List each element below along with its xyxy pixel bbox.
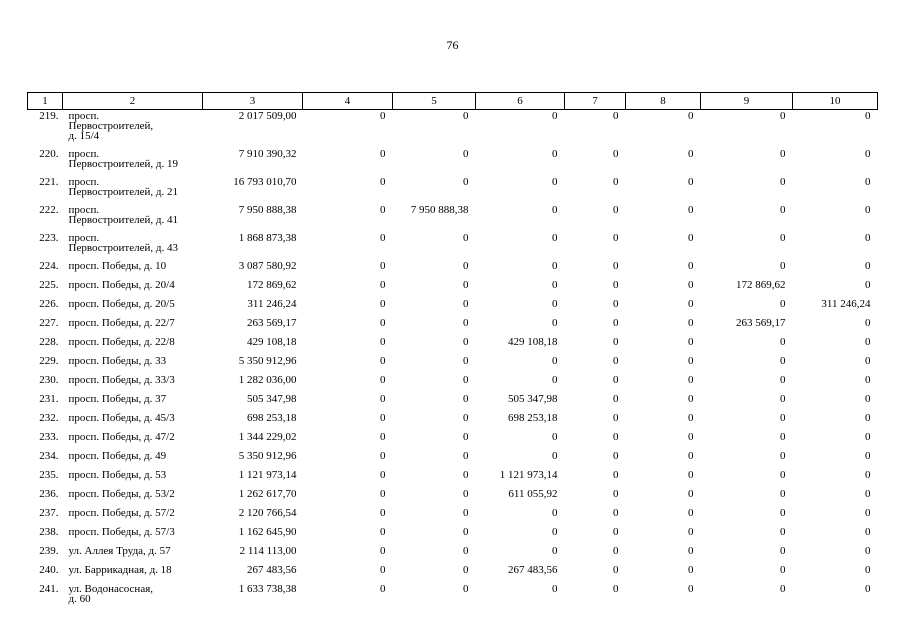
column-header: 9 [701,93,793,110]
value-cell: 0 [463,526,469,538]
address-line: Первостроителей, [68,120,154,132]
row-number: 238. [39,526,59,538]
column-header: 5 [393,93,476,110]
table-row [28,355,878,374]
address-line: просп. Победы, д. 33 [68,355,167,367]
value-cell: 0 [865,526,871,538]
address-cell [63,110,203,149]
header-row [28,93,878,110]
address-line: просп. Победы, д. 53/2 [68,488,175,500]
table-row [28,298,878,317]
row-number: 223. [39,232,59,244]
row-number: 224. [39,260,59,272]
value-cell: 0 [380,298,386,310]
value-cell: 0 [552,260,558,272]
value-cell: 172 869,62 [736,279,786,291]
address-line: просп. Победы, д. 53 [68,469,167,481]
value-cell: 267 483,56 [508,564,558,576]
value-cell: 0 [552,204,558,216]
value-cell: 0 [865,431,871,443]
value-cell: 0 [780,336,786,348]
address-line: Первостроителей, д. 19 [68,158,178,170]
value-cell: 0 [688,469,694,481]
value-cell: 0 [780,564,786,576]
value-cell: 0 [688,176,694,188]
value-cell: 0 [688,545,694,557]
address-line: ул. Аллея Труда, д. 57 [68,545,171,557]
address-cell [63,279,203,298]
page-number: 76 [446,38,459,52]
value-cell: 0 [688,232,694,244]
address-line: Первостроителей, д. 21 [68,186,178,198]
value-cell: 0 [865,393,871,405]
table-row [28,110,878,149]
address-cell [63,431,203,450]
value-cell: 0 [380,412,386,424]
row-number: 230. [39,374,59,386]
table-body [28,110,878,612]
value-cell: 0 [463,148,469,160]
value-cell: 0 [688,355,694,367]
value-cell: 0 [552,374,558,386]
value-cell: 0 [688,279,694,291]
value-cell: 0 [552,176,558,188]
value-cell: 0 [780,260,786,272]
value-cell: 0 [463,564,469,576]
total-amount-cell: 505 347,98 [247,393,297,405]
value-cell: 0 [552,545,558,557]
value-cell: 0 [380,545,386,557]
address-line: Первостроителей, д. 41 [68,214,178,226]
value-cell: 0 [380,526,386,538]
value-cell: 0 [613,374,619,386]
value-cell: 0 [865,204,871,216]
value-cell: 0 [463,232,469,244]
value-cell: 0 [613,412,619,424]
address-cell [63,564,203,583]
address-cell [63,204,203,232]
value-cell: 0 [688,564,694,576]
value-cell: 7 950 888,38 [410,204,469,216]
value-cell: 0 [463,488,469,500]
column-header: 4 [303,93,393,110]
value-cell: 0 [463,298,469,310]
value-cell: 0 [463,336,469,348]
value-cell: 0 [780,110,786,122]
table-row [28,260,878,279]
value-cell: 0 [463,545,469,557]
value-cell: 0 [865,336,871,348]
row-number: 240. [39,564,59,576]
address-cell [63,488,203,507]
value-cell: 0 [552,148,558,160]
value-cell: 0 [865,355,871,367]
address-line: ул. Водонасосная, [68,583,154,595]
value-cell: 0 [688,507,694,519]
value-cell: 0 [780,526,786,538]
value-cell: 0 [613,526,619,538]
table-row [28,450,878,469]
row-number: 227. [39,317,59,329]
value-cell: 0 [552,279,558,291]
value-cell: 0 [688,148,694,160]
row-number: 222. [39,204,59,216]
value-cell: 0 [380,110,386,122]
address-cell [63,148,203,176]
address-line: просп. [68,232,100,244]
value-cell: 0 [613,545,619,557]
address-cell [63,260,203,279]
total-amount-cell: 1 868 873,38 [238,232,297,244]
value-cell: 0 [380,583,386,595]
table-row [28,526,878,545]
value-cell: 0 [613,204,619,216]
table-row [28,148,878,176]
value-cell: 0 [613,564,619,576]
value-cell: 0 [780,374,786,386]
column-header: 10 [793,93,878,110]
value-cell: 0 [780,298,786,310]
value-cell: 0 [780,148,786,160]
value-cell: 0 [463,317,469,329]
column-header: 6 [476,93,565,110]
address-line: просп. Победы, д. 45/3 [68,412,175,424]
value-cell: 0 [463,355,469,367]
row-number: 229. [39,355,59,367]
address-cell [63,469,203,488]
value-cell: 505 347,98 [508,393,558,405]
row-number: 219. [39,110,59,122]
value-cell: 0 [380,488,386,500]
value-cell: 0 [380,393,386,405]
value-cell: 0 [780,450,786,462]
address-cell [63,355,203,374]
total-amount-cell: 3 087 580,92 [238,260,297,272]
column-header: 1 [28,93,63,110]
table-row [28,564,878,583]
value-cell: 0 [380,317,386,329]
value-cell: 0 [552,526,558,538]
value-cell: 0 [613,260,619,272]
value-cell: 0 [865,260,871,272]
address-cell [63,232,203,260]
column-header: 7 [565,93,626,110]
table-row [28,488,878,507]
value-cell: 0 [552,232,558,244]
total-amount-cell: 1 121 973,14 [238,469,297,481]
row-number: 239. [39,545,59,557]
address-cell [63,507,203,526]
value-cell: 0 [865,450,871,462]
value-cell: 0 [780,176,786,188]
value-cell: 429 108,18 [508,336,558,348]
value-cell: 0 [865,176,871,188]
address-line: просп. Победы, д. 20/5 [68,298,175,310]
data-table [27,92,878,611]
column-header: 8 [626,93,701,110]
row-number: 241. [39,583,59,595]
total-amount-cell: 7 950 888,38 [238,204,297,216]
value-cell: 0 [865,564,871,576]
value-cell: 0 [688,374,694,386]
value-cell: 0 [613,110,619,122]
address-line: просп. Победы, д. 47/2 [68,431,175,443]
address-line: просп. Победы, д. 57/2 [68,507,175,519]
value-cell: 0 [613,298,619,310]
address-cell [63,336,203,355]
address-line: ул. Баррикадная, д. 18 [68,564,172,576]
value-cell: 0 [865,317,871,329]
address-line: просп. Победы, д. 10 [68,260,167,272]
value-cell: 0 [552,450,558,462]
value-cell: 698 253,18 [508,412,558,424]
address-line: просп. Победы, д. 49 [68,450,167,462]
row-number: 232. [39,412,59,424]
table-row [28,336,878,355]
value-cell: 0 [865,583,871,595]
address-line: просп. [68,148,100,160]
value-cell: 0 [613,279,619,291]
address-cell [63,374,203,393]
value-cell: 0 [865,488,871,500]
table-row [28,469,878,488]
value-cell: 0 [780,545,786,557]
value-cell: 263 569,17 [736,317,786,329]
value-cell: 0 [380,374,386,386]
column-header: 3 [203,93,303,110]
total-amount-cell: 267 483,56 [247,564,297,576]
value-cell: 0 [688,583,694,595]
column-header: 2 [63,93,203,110]
value-cell: 0 [552,110,558,122]
value-cell: 0 [865,507,871,519]
value-cell: 0 [380,232,386,244]
total-amount-cell: 1 262 617,70 [238,488,297,500]
total-amount-cell: 2 114 113,00 [239,545,297,557]
value-cell: 0 [613,176,619,188]
total-amount-cell: 1 162 645,90 [238,526,297,538]
address-cell [63,526,203,545]
value-cell: 0 [865,374,871,386]
row-number: 220. [39,148,59,160]
value-cell: 0 [463,279,469,291]
table-row [28,583,878,611]
value-cell: 0 [688,317,694,329]
value-cell: 0 [463,176,469,188]
value-cell: 0 [613,336,619,348]
value-cell: 0 [380,450,386,462]
value-cell: 0 [865,148,871,160]
value-cell: 0 [865,110,871,122]
address-line: просп. Победы, д. 37 [68,393,167,405]
address-cell [63,450,203,469]
value-cell: 0 [613,450,619,462]
value-cell: 0 [463,431,469,443]
value-cell: 0 [463,469,469,481]
address-line: просп. Победы, д. 57/3 [68,526,175,538]
row-number: 235. [39,469,59,481]
value-cell: 0 [552,355,558,367]
address-line: просп. Победы, д. 22/7 [68,317,175,329]
value-cell: 0 [613,393,619,405]
value-cell: 0 [780,204,786,216]
value-cell: 0 [780,583,786,595]
address-line: Первостроителей, д. 43 [68,242,178,254]
value-cell: 0 [463,374,469,386]
total-amount-cell: 2 120 766,54 [238,507,297,519]
value-cell: 0 [780,431,786,443]
value-cell: 0 [380,260,386,272]
total-amount-cell: 1 633 738,38 [238,583,297,595]
value-cell: 0 [552,583,558,595]
total-amount-cell: 311 246,24 [247,298,297,310]
row-number: 234. [39,450,59,462]
table-row [28,176,878,204]
value-cell: 0 [613,355,619,367]
value-cell: 1 121 973,14 [499,469,558,481]
value-cell: 0 [780,469,786,481]
value-cell: 0 [613,488,619,500]
value-cell: 0 [865,232,871,244]
table-row [28,507,878,526]
value-cell: 0 [380,564,386,576]
value-cell: 0 [613,507,619,519]
address-line: д. 15/4 [68,130,100,142]
value-cell: 0 [463,583,469,595]
row-number: 237. [39,507,59,519]
total-amount-cell: 5 350 912,96 [238,355,297,367]
value-cell: 0 [552,431,558,443]
table-row [28,232,878,260]
value-cell: 0 [780,412,786,424]
value-cell: 0 [688,110,694,122]
value-cell: 0 [688,393,694,405]
total-amount-cell: 2 017 509,00 [238,110,297,122]
total-amount-cell: 698 253,18 [247,412,297,424]
value-cell: 0 [688,298,694,310]
value-cell: 0 [463,260,469,272]
value-cell: 0 [780,488,786,500]
total-amount-cell: 172 869,62 [247,279,297,291]
address-cell [63,298,203,317]
value-cell: 0 [688,412,694,424]
address-line: просп. [68,110,100,122]
value-cell: 0 [865,412,871,424]
value-cell: 0 [380,148,386,160]
row-number: 226. [39,298,59,310]
value-cell: 0 [463,450,469,462]
value-cell: 0 [613,148,619,160]
total-amount-cell: 7 910 390,32 [238,148,297,160]
total-amount-cell: 5 350 912,96 [238,450,297,462]
value-cell: 0 [688,526,694,538]
value-cell: 0 [552,317,558,329]
row-number: 236. [39,488,59,500]
value-cell: 0 [688,431,694,443]
table-row [28,393,878,412]
value-cell: 0 [380,176,386,188]
address-line: просп. Победы, д. 22/8 [68,336,175,348]
value-cell: 0 [688,204,694,216]
total-amount-cell: 1 344 229,02 [238,431,297,443]
address-cell [63,545,203,564]
table-row [28,204,878,232]
address-line: просп. [68,204,100,216]
table-row [28,279,878,298]
value-cell: 0 [780,393,786,405]
value-cell: 0 [780,232,786,244]
value-cell: 0 [865,545,871,557]
value-cell: 0 [463,393,469,405]
value-cell: 0 [613,431,619,443]
total-amount-cell: 16 793 010,70 [233,176,297,188]
table-row [28,431,878,450]
address-cell [63,393,203,412]
value-cell: 0 [780,355,786,367]
table-row [28,412,878,431]
value-cell: 0 [380,507,386,519]
table-row [28,545,878,564]
row-number: 231. [39,393,59,405]
total-amount-cell: 263 569,17 [247,317,297,329]
value-cell: 0 [688,450,694,462]
value-cell: 0 [613,583,619,595]
value-cell: 0 [613,469,619,481]
value-cell: 0 [552,298,558,310]
value-cell: 0 [463,412,469,424]
value-cell: 0 [380,279,386,291]
address-line: просп. Победы, д. 33/3 [68,374,175,386]
value-cell: 0 [552,507,558,519]
value-cell: 0 [865,469,871,481]
value-cell: 0 [463,507,469,519]
value-cell: 0 [380,355,386,367]
value-cell: 0 [865,279,871,291]
address-line: д. 60 [68,593,91,605]
value-cell: 0 [380,204,386,216]
value-cell: 0 [380,431,386,443]
value-cell: 0 [613,317,619,329]
address-cell [63,583,203,611]
total-amount-cell: 1 282 036,00 [238,374,297,386]
table-row [28,317,878,336]
address-line: просп. Победы, д. 20/4 [68,279,175,291]
address-line: просп. [68,176,100,188]
value-cell: 0 [688,488,694,500]
value-cell: 0 [780,507,786,519]
row-number: 233. [39,431,59,443]
value-cell: 611 055,92 [508,488,558,500]
value-cell: 0 [380,336,386,348]
row-number: 221. [39,176,59,188]
total-amount-cell: 429 108,18 [247,336,297,348]
value-cell: 0 [463,110,469,122]
address-cell [63,412,203,431]
table-row [28,374,878,393]
address-cell [63,176,203,204]
address-cell [63,317,203,336]
value-cell: 0 [380,469,386,481]
row-number: 225. [39,279,59,291]
row-number: 228. [39,336,59,348]
value-cell: 0 [688,336,694,348]
value-cell: 311 246,24 [821,298,871,310]
value-cell: 0 [688,260,694,272]
value-cell: 0 [613,232,619,244]
